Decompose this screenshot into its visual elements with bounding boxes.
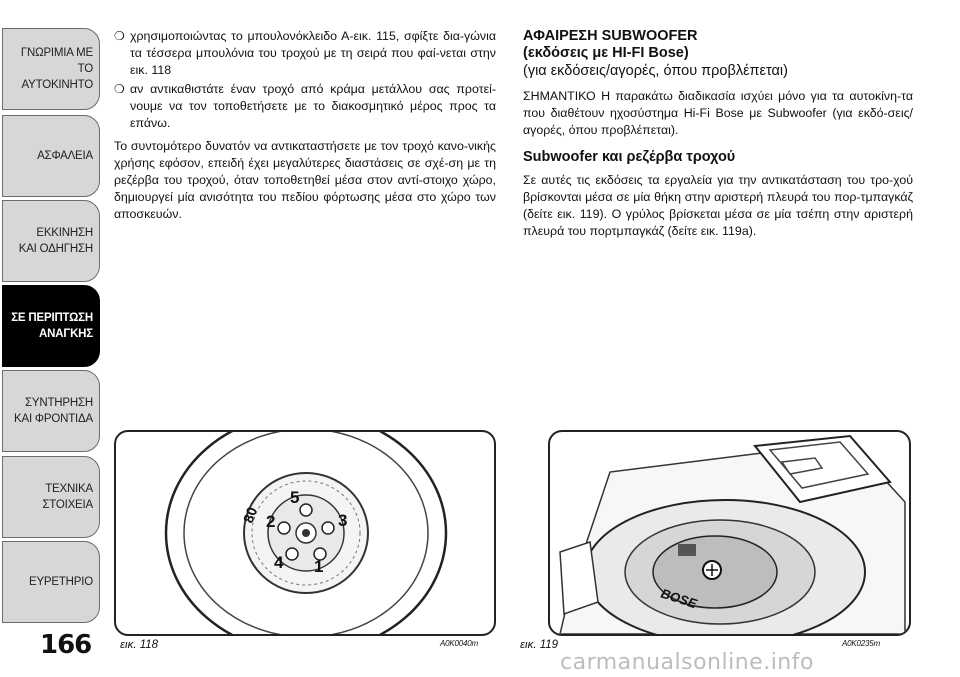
right-text-column xyxy=(523,28,913,240)
section-subtitle: (για εκδόσεις/αγορές, όπου προβλέπεται) xyxy=(523,63,788,79)
wheel-illustration xyxy=(116,432,494,634)
bolt-number: 5 xyxy=(290,488,300,507)
list-item xyxy=(114,81,496,132)
bolt-number: 4 xyxy=(274,553,284,572)
page-number: 166 xyxy=(40,630,92,660)
bolt-5-icon xyxy=(300,504,312,516)
bose-brand-label: BOSE xyxy=(659,585,699,612)
bullet-text: αν αντικαθιστάτε έναν τροχό από κράμα μετάλλου σας προτεί-νουμε να τον τοποθετήσετε με το διακοσμητικό μέρος προς τα επάνω. xyxy=(130,82,496,130)
list-item xyxy=(114,28,496,79)
figure-code: A0K0235m xyxy=(842,639,880,648)
rim-speed-label: 80 xyxy=(239,504,261,526)
bullet-text: χρησιμοποιώντας το μπουλονόκλειδο Α-εικ. 115, σφίξτε δια-γώνια τα τέσσερα μπουλόνια του τροχού με τη σειρά που φαί-νεται στην εικ. 118 xyxy=(130,29,496,77)
section-heading: ΑΦΑΙΡΕΣΗ SUBWOOFER xyxy=(523,28,698,44)
tab-getting-to-know[interactable]: ΓΝΩΡΙΜΙΑ ΜΕ ΤΟ ΑΥΤΟΚΙΝΗΤΟ xyxy=(2,28,100,110)
tab-index[interactable]: ΕΥΡΕΤΗΡΙΟ xyxy=(2,541,100,623)
figure-subwoofer xyxy=(548,430,911,636)
bolt-3-icon xyxy=(322,522,334,534)
chapter-tab-bar xyxy=(0,0,102,677)
figure-wheel-bolts xyxy=(114,430,496,636)
section-heading-qualifier: (εκδόσεις με HI-FI Bose) xyxy=(523,45,689,61)
bolt-number: 2 xyxy=(266,512,276,531)
trunk-illustration xyxy=(550,432,909,634)
tab-maintenance[interactable]: ΣΥΝΤΗΡΗΣΗ ΚΑΙ ΦΡΟΝΤΙΔΑ xyxy=(2,370,100,452)
bullet-mark: ❍ xyxy=(114,82,125,96)
left-text-column xyxy=(114,28,496,223)
bolt-2-icon xyxy=(278,522,290,534)
site-watermark: carmanualsonline.info xyxy=(560,650,814,675)
bolt-number: 3 xyxy=(338,511,348,530)
subsection-text: Σε αυτές τις εκδόσεις τα εργαλεία για την αντικατάσταση του τρο-χού βρίσκονται μέσα σε μία θήκη στην αριστερή πλευρά του πορ-τμπαγκάζ (δείτε εικ. 119). Ο γρύλος βρίσκεται μέσα σε μία τσέπη στην αριστερή πλευρά του πορτμπαγκάζ (δείτε εικ. 119a). xyxy=(523,173,913,238)
tab-starting-driving[interactable]: ΕΚΚΙΝΗΣΗ ΚΑΙ ΟΔΗΓΗΣΗ xyxy=(2,200,100,282)
subwoofer-logo-plate xyxy=(678,544,696,556)
important-note: ΣΗΜΑΝΤΙΚΟ Η παρακάτω διαδικασία ισχύει μόνο για τα αυτοκίνη-τα που διαθέτουν ηχοσύστημα Hi-Fi Bose με Subwoofer (για εκδό-σεις/αγορές, όπου προβλέπεται). xyxy=(523,89,913,137)
tab-emergency[interactable]: ΣΕ ΠΕΡΙΠΤΩΣΗ ΑΝΑΓΚΗΣ xyxy=(2,285,100,367)
tab-technical-data[interactable]: ΤΕΧΝΙΚΑ ΣΤΟΙΧΕΙΑ xyxy=(2,456,100,538)
subsection-heading: Subwoofer και ρεζέρβα τροχού xyxy=(523,149,736,165)
tab-safety[interactable]: ΑΣΦΑΛΕΙΑ xyxy=(2,115,100,197)
bullet-mark: ❍ xyxy=(114,29,125,43)
bolt-4-icon xyxy=(286,548,298,560)
figure-caption: εικ. 119 xyxy=(520,639,559,651)
body-paragraph: Το συντομότερο δυνατόν να αντικαταστήσετε με τον τροχό κανο-νικής χρήσης εφόσον, επειδή έχει μεγαλύτερες διαστάσεις σε σχέ-ση με τη ρεζέρβα του τροχού, όταν τοποθετηθεί μέσα στον αντί-στοιχο χώρο, δημιουργεί μία ανισότητα του πεδίου φόρτωσης μέσα στο χώρο των αποσκευών. xyxy=(114,139,496,221)
bolt-number: 1 xyxy=(314,557,324,576)
figure-code: A0K0040m xyxy=(440,639,478,648)
figure-caption: εικ. 118 xyxy=(120,639,159,651)
